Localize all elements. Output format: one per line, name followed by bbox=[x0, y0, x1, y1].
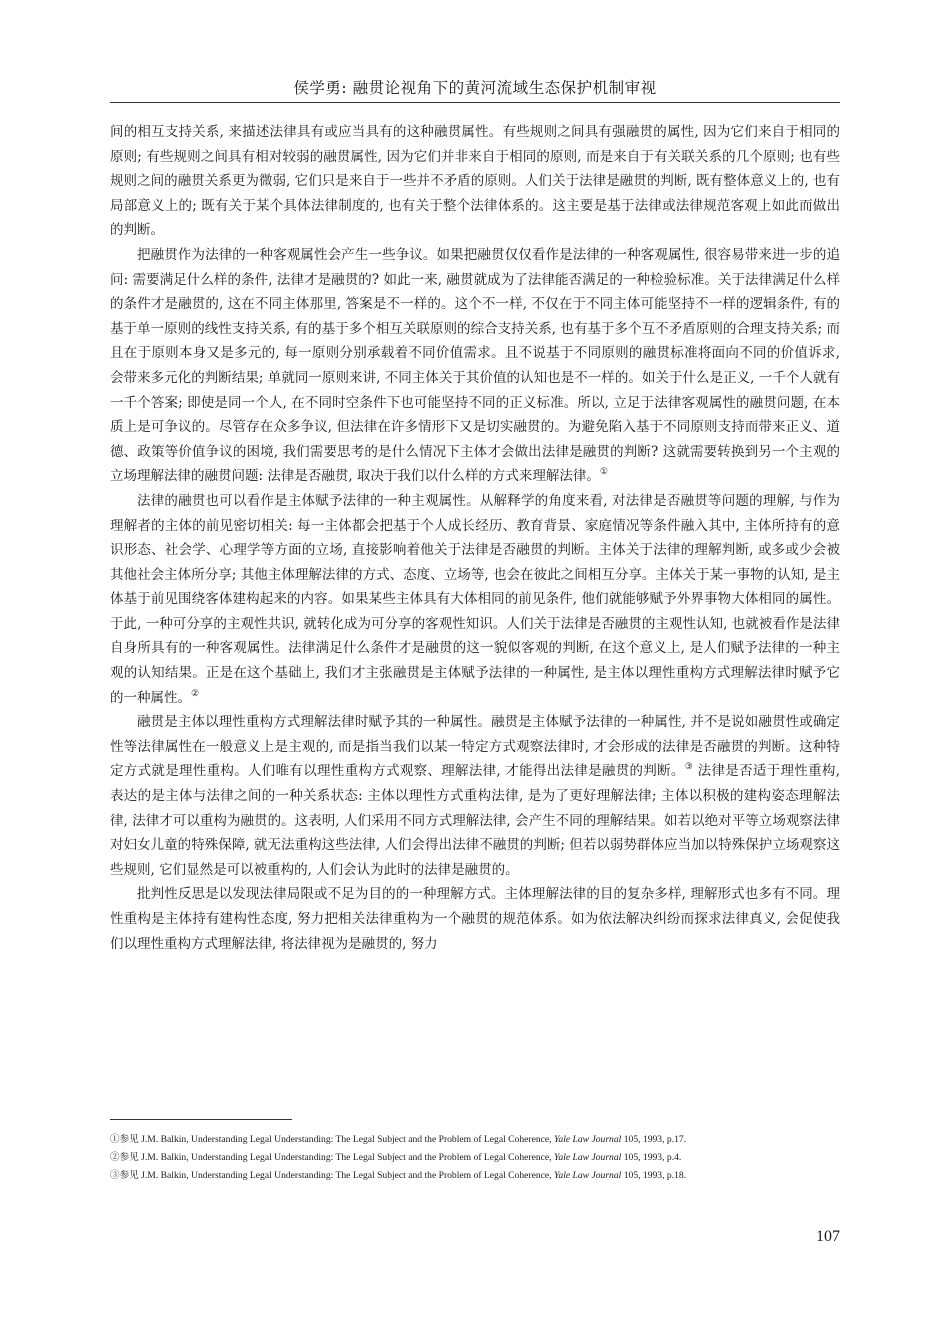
paragraph-text: 融贯是主体以理性重构方式理解法律时赋予其的一种属性。融贯是主体赋予法律的一种属性, 并不是说如融贯性或确定性等法律属性在一般意义上是主观的, 而是指当我们以某一特定方式观察法律时, 才会形成的法律是否融贯的判断。这种特定方式就是理性重构。人们唯有以理性重构方式观察、理解法律, 才能得出法律是融贯的判断。 bbox=[110, 714, 840, 780]
header-divider bbox=[110, 102, 840, 103]
footnote-prefix: ①参见 J.M. Balkin, Understanding Legal Understanding: The Legal Subject and the Problem of Legal Coherence, bbox=[110, 1134, 554, 1145]
footnote-suffix: 105, 1993, p.17. bbox=[621, 1134, 687, 1145]
footnote-prefix: ③参见 J.M. Balkin, Understanding Legal Understanding: The Legal Subject and the Problem of Legal Coherence, bbox=[110, 1170, 554, 1181]
paragraph-4 bbox=[110, 710, 840, 882]
paragraph-3 bbox=[110, 489, 840, 710]
paragraph-1 bbox=[110, 120, 840, 243]
footnote-marker-2[interactable]: ② bbox=[191, 688, 200, 699]
footnote-suffix: 105, 1993, p.4. bbox=[621, 1152, 682, 1163]
footnotes bbox=[110, 1132, 840, 1186]
footnote-suffix: 105, 1993, p.18. bbox=[621, 1170, 687, 1181]
article-body bbox=[110, 120, 840, 956]
paragraph-text: 把融贯作为法律的一种客观属性会产生一些争议。如果把融贯仅仅看作是法律的一种客观属性, 很容易带来进一步的追问: 需要满足什么样的条件, 法律才是融贯的? 如此一来, 融贯就成为了法律能否满足的一种检验标准。关于法律满足什么样的条件才是融贯的, 这在不同主体那里, 答案是不一样的。这个不一样, 不仅在于不同主体可能坚持不一样的逻辑条件, 有的基于单一原则的线性支持关系, 有的基于多个相互关联原则的综合支持关系, 也有基于多个互不矛盾原则的合理支持关系; 而且在于原则本身又是多元的, 每一原则分别承载着不同价值需求。且不说基于不同原则的融贯标准将面向不同的价值诉求, 会带来多元化的判断结果; 单就同一原则来讲, 不同主体关于其价值的认知也是不一样的。如关于什么是正义, 一千个人就有一千个答案; 即使是同一个人, 在不同时空条件下也可能坚持不同的正义标准。所以, 立足于法律客观属性的融贯问题, 在本质上是可争议的。尽管存在众多争议, 但法律在许多情形下又是切实融贯的。为避免陷入基于不同原则支持而带来正义、道德、政策等价值争议的困境, 我们需要思考的是什么情况下主体才会做出法律是融贯的判断? 这就需要转换到另一个主观的立场理解法律的融贯问题: 法律是否融贯, 取决于我们以什么样的方式来理解法律。 bbox=[110, 246, 840, 485]
paragraph-2 bbox=[110, 243, 840, 489]
footnote-journal: Yale Law Journal bbox=[553, 1152, 622, 1163]
footnote-marker-3[interactable]: ③ bbox=[684, 762, 694, 773]
footnote-divider bbox=[110, 1119, 292, 1120]
footnote-marker-1[interactable]: ① bbox=[599, 467, 608, 478]
footnote-prefix: ②参见 J.M. Balkin, Understanding Legal Understanding: The Legal Subject and the Problem of Legal Coherence, bbox=[110, 1152, 554, 1163]
footnote-1 bbox=[110, 1132, 840, 1148]
page-number: 107 bbox=[816, 1228, 840, 1245]
footnote-journal: Yale Law Journal bbox=[553, 1170, 622, 1181]
running-header: 侯学勇: 融贯论视角下的黄河流域生态保护机制审视 bbox=[293, 79, 657, 97]
paragraph-5 bbox=[110, 882, 840, 956]
paragraph-text: 批判性反思是以发现法律局限或不足为目的的一种理解方式。主体理解法律的目的复杂多样, 理解形式也多有不同。理性重构是主体持有建构性态度, 努力把相关法律重构为一个融贯的规范体系。如为依法解决纠纷而探求法律真义, 会促使我们以理性重构方式理解法律, 将法律视为是融贯的, 努力 bbox=[110, 886, 840, 952]
footnote-3 bbox=[110, 1168, 840, 1184]
paragraph-text: 法律的融贯也可以看作是主体赋予法律的一种主观属性。从解释学的角度来看, 对法律是否融贯等问题的理解, 与作为理解者的主体的前见密切相关: 每一主体都会把基于个人成长经历、教育背景、家庭情况等条件融入其中, 主体所持有的意识形态、社会学、心理学等方面的立场, 直接影响着他关于法律是否融贯的判断。主体关于法律的理解判断, 或多或少会被其他社会主体所分享; 其他主体理解法律的方式、态度、立场等, 也会在彼此之间相互分享。主体关于某一事物的认知, 是主体基于前见围绕客体建构起来的内容。如果某些主体具有大体相同的前见条件, 他们就能够赋予外界事物大体相同的属性。于此, 一种可分享的主观性共识, 就转化成为可分享的客观性知识。人们关于法律是否融贯的主观性认知, 也就被看作是法律自身所具有的一种客观属性。法律满足什么条件才是融贯的这一貌似客观的判断, 在这个意义上, 是人们赋予法律的一种主观的认知结果。正是在这个基础上, 我们才主张融贯是主体赋予法律的一种属性, 是主体以理性重构方式理解法律时赋予它的一种属性。 bbox=[110, 492, 840, 706]
footnote-journal: Yale Law Journal bbox=[553, 1134, 622, 1145]
footnote-2 bbox=[110, 1150, 840, 1166]
paragraph-text: 间的相互支持关系, 来描述法律具有或应当具有的这种融贯属性。有些规则之间具有强融贯的属性, 因为它们来自于相同的原则; 有些规则之间具有相对较弱的融贯属性, 因为它们并非来自于相同的原则, 而是来自于有关联关系的几个原则; 也有些规则之间的融贯关系更为微弱, 它们只是来自于一些并不矛盾的原则。人们关于法律是融贯的判断, 既有整体意义上的, 也有局部意义上的; 既有关于某个具体法律制度的, 也有关于整个法律体系的。这主要是基于法律或法律规范客观上如此而做出的判断。 bbox=[110, 124, 840, 239]
paragraph-text-continued: 法律是否适于理性重构, 表达的是主体与法律之间的一种关系状态: 主体以理性方式重构法律, 是为了更好理解法律; 主体以积极的建构姿态理解法律, 法律才可以重构为融贯的。这表明, 人们采用不同方式理解法律, 会产生不同的理解结果。如若以绝对平等立场观察法律对妇女儿童的特殊保障, 就无法重构这些法律, 人们会得出法律不融贯的判断; 但若以弱势群体应当加以特殊保护立场观察这些规则, 它们显然是可以被重构的, 人们会认为此时的法律是融贯的。 bbox=[110, 763, 840, 878]
